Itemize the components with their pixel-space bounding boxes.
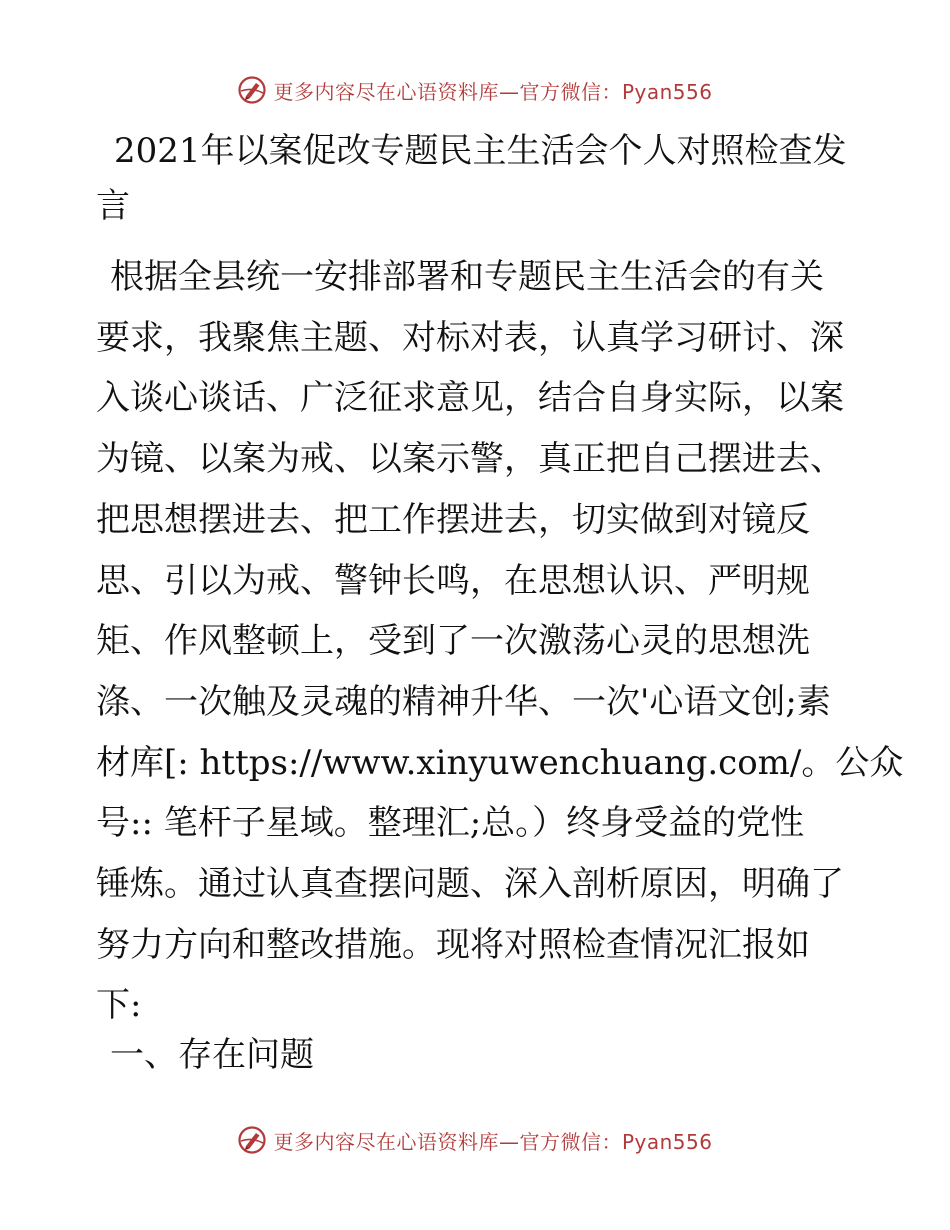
title-line: 言 [96, 186, 130, 226]
body-line: 矩、作风整顿上，受到了一次激荡心灵的思想洗 [96, 621, 810, 662]
body-line: 要求，我聚焦主题、对标对表，认真学习研讨、深 [96, 317, 844, 358]
body-line: 材库[: https://www.xinyuwenchuang.com/。公众 [96, 742, 904, 783]
watermark-text: 更多内容尽在心语资料库—官方微信：Pyan556 [273, 1129, 713, 1154]
body-line: 涤、一次触及灵魂的精神升华、一次'心语文创;素 [96, 681, 831, 722]
watermark-text: 更多内容尽在心语资料库—官方微信：Pyan556 [273, 79, 713, 104]
body-line: 思、引以为戒、警钟长鸣，在思想认识、严明规 [96, 560, 810, 601]
body-line: 为镜、以案为戒、以案示警，真正把自己摆进去、 [96, 439, 844, 480]
document-title [96, 124, 856, 234]
pen-logo-icon [237, 75, 267, 105]
body-line: 努力方向和整改措施。现将对照检查情况汇报如 [96, 924, 810, 965]
body-line: 下: [96, 985, 142, 1026]
pen-logo-icon [237, 1125, 267, 1155]
section-heading: 一、存在问题 [110, 1035, 314, 1075]
body-line: 把思想摆进去、把工作摆进去，切实做到对镜反 [96, 499, 810, 540]
body-line: 根据全县统一安排部署和专题民主生活会的有关 [110, 257, 824, 297]
watermark-banner-bottom [0, 1120, 950, 1160]
watermark-banner-top [0, 70, 950, 110]
body-line: 锤炼。通过认真查摆问题、深入剖析原因，明确了 [96, 864, 844, 905]
body-line: 入谈心谈话、广泛征求意见，结合自身实际，以案 [96, 378, 844, 419]
title-line: 2021年以案促改专题民主生活会个人对照检查发 [114, 131, 847, 171]
body-line: 号:: 笔杆子星域。整理汇;总。）终身受益的党性 [96, 803, 805, 844]
body-paragraph [96, 247, 904, 1036]
